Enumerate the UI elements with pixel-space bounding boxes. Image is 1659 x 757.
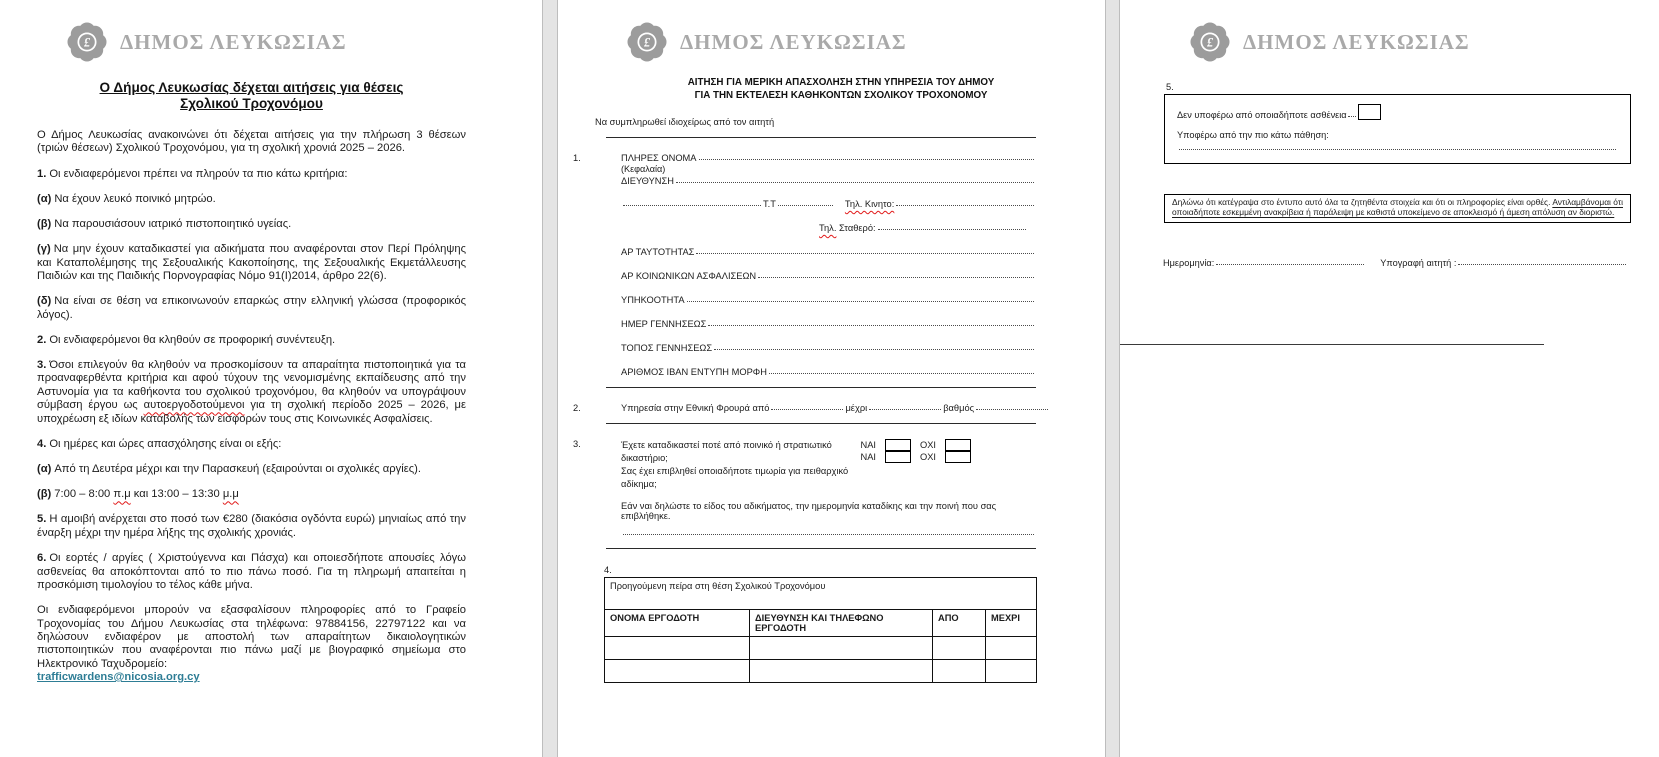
field-label: ΠΛΗΡΕΣ ΟΝΟΜΑ bbox=[621, 153, 697, 163]
item-6: 6. Οι εορτές / αργίες ( Χριστούγεννα και Πάσχα) και οποιεσδήποτε απουσίες λόγω ασθενείας θα αποκόπτονται από το πιο πάνω ποσό. Για τη πληρωμή απαιτείται η προσκόμιση τιμολογίου το τέλος κάθε μήνα. bbox=[37, 552, 466, 591]
no-label: ΟΧΙ bbox=[919, 452, 936, 462]
field-label: Τ.Τ bbox=[763, 199, 776, 209]
dotted-fill-line bbox=[896, 205, 1034, 206]
dotted-fill-line bbox=[869, 409, 941, 410]
item-5: 5. Η αμοιβή ανέρχεται στο ποσό των €280 (διακόσια ογδόντα ευρώ) μηνιαίως από την έναρξη μέχρι την ημέρα λήξης της σχολικής χρονιάς. bbox=[37, 513, 466, 539]
criterion-c: (γ) Να μην έχουν καταδικαστεί για αδικήματα που αναφέρονται στον Περί Πρόληψης και Καταπολέμησης της Σεξουαλικής Κακοποίησης, της Σεξουαλικής Εκμετάλλευσης Παιδιών και της Παιδικής Πορνογραφίας Νόμο 91(Ι)2014, άρθρο 22(6). bbox=[37, 243, 466, 283]
if-yes-note: Εάν ναι δηλώστε το είδος του αδικήματος, την ημερομηνία καταδίκης και την ποινή που σας επιβλήθηκε. bbox=[621, 501, 997, 521]
intro-text: Ο Δήμος Λευκωσίας ανακοινώνει ότι δέχεται αιτήσεις για την πλήρωση 3 θέσεων (τριών θέσεων) Σχολικού Τροχονόμου, για τη σχολική χρονιά 2025 – 2026. bbox=[37, 129, 466, 155]
field-landline bbox=[621, 223, 1036, 233]
col-until: ΜΕΧΡΙ bbox=[986, 610, 1037, 637]
item-4a: (α) Από τη Δευτέρα μέχρι και την Παρασκευή (εξαιρούνται οι σχολικές αργίες). bbox=[37, 463, 421, 476]
dotted-fill-line bbox=[687, 301, 1034, 302]
health-declaration-box bbox=[1164, 94, 1631, 164]
form-section-2 bbox=[573, 403, 1036, 413]
dotted-fill-line bbox=[1458, 264, 1626, 265]
field-place-of-birth bbox=[621, 343, 1036, 353]
field-label: ΤΟΠΟΣ ΓΕΝΝΗΣΕΩΣ bbox=[621, 343, 713, 353]
dotted-fill-line bbox=[1348, 116, 1356, 117]
yes-label: ΝΑΙ bbox=[860, 440, 876, 450]
signature-label: Υπογραφή αιτητή : bbox=[1380, 257, 1457, 268]
dotted-fill-line bbox=[976, 409, 1048, 410]
item-4: 4. Οι ημέρες και ώρες απασχόλησης είναι οι εξής: bbox=[37, 437, 282, 450]
title-line: Ο Δήμος Λευκωσίας δέχεται αιτήσεις για θέσεις bbox=[99, 80, 404, 95]
field-social-insurance bbox=[621, 271, 1036, 281]
criteria-heading: 1. Οι ενδιαφερόμενοι πρέπει να πληρούν τα πιο κάτω κριτήρια: bbox=[37, 167, 348, 180]
question-disciplinary: Σας έχει επιβληθεί οποιαδήποτε τιμωρία για πειθαρχικό αδίκημα; bbox=[621, 466, 849, 489]
declaration-text: Δηλώνω ότι κατέγραψα στο έντυπο αυτό όλα τα ζητηθέντα στοιχεία και ότι οι πληροφορίες είναι ορθές. bbox=[1172, 197, 1553, 207]
table-row bbox=[605, 660, 1037, 683]
dotted-fill-line bbox=[623, 534, 1034, 535]
field-date-of-birth bbox=[621, 319, 1036, 329]
field-label-landline: Τηλ. Σταθερό: bbox=[819, 223, 876, 233]
spellcheck-word: π.μ bbox=[113, 488, 131, 501]
question-court: Έχετε καταδικαστεί ποτέ από ποινικό ή στρατιωτικό δικαστήριο; bbox=[621, 440, 832, 463]
dotted-fill-line bbox=[778, 205, 833, 206]
org-name: ΔΗΜΟΣ ΛΕΥΚΩΣΙΑΣ bbox=[120, 29, 347, 54]
item-2: 2. Οι ενδιαφερόμενοι θα κληθούν σε προφορική συνέντευξη. bbox=[37, 333, 336, 346]
page2-header bbox=[621, 14, 1036, 70]
criterion-a: (α) Να έχουν λευκό ποινικό μητρώο. bbox=[37, 192, 216, 205]
email-link[interactable]: trafficwardens@nicosia.org.cy bbox=[37, 671, 200, 684]
dotted-fill-line bbox=[708, 325, 1034, 326]
field-label: ΔΙΕΥΘΥΝΣΗ bbox=[621, 176, 674, 186]
dotted-fill-line bbox=[1216, 264, 1364, 265]
field-label: ΗΜΕΡ ΓΕΝΝΗΣΕΩΣ bbox=[621, 319, 707, 329]
dotted-fill-line bbox=[771, 409, 843, 410]
dotted-fill-line bbox=[878, 229, 1026, 230]
svg-text:£: £ bbox=[643, 35, 651, 50]
dotted-fill-line bbox=[699, 159, 1035, 160]
spellcheck-word: μ.μ bbox=[222, 488, 239, 501]
fill-by-hand-note: Να συμπληρωθεί ιδιοχείρως από τον αιτητή bbox=[595, 117, 775, 127]
form-section-4 bbox=[604, 565, 1036, 683]
no-illness-label: Δεν υποφέρω από οποιαδήποτε ασθένεια bbox=[1177, 110, 1347, 120]
date-signature-row bbox=[1163, 258, 1628, 268]
date-label: Ημερομηνία: bbox=[1163, 257, 1215, 268]
field-label: ΥΠΗΚΟΟΤΗΤΑ bbox=[621, 295, 685, 305]
form-title: ΑΙΤΗΣΗ ΓΙΑ ΜΕΡΙΚΗ ΑΠΑΣΧΟΛΗΣΗ ΣΤΗΝ ΥΠΗΡΕΣΙΑ ΤΟΥ ΔΗΜΟΥ ΓΙΑ ΤΗΝ ΕΚΤΕΛΕΣΗ ΚΑΘΗΚΟΝΤΩΝ ΣΧΟΛΙΚΟΥ ΤΡΟΧΟΝΟΜΟΥ bbox=[687, 77, 995, 101]
section-number: 4. bbox=[604, 565, 612, 575]
no-illness-row bbox=[1177, 104, 1618, 120]
spellcheck-word: αυτοεργοδοτούμενοι bbox=[143, 399, 245, 412]
org-name: ΔΗΜΟΣ ΛΕΥΚΩΣΙΑΣ bbox=[680, 29, 907, 54]
dotted-fill-line bbox=[714, 349, 1034, 350]
intro-paragraph bbox=[37, 129, 466, 156]
announcement-title bbox=[37, 80, 466, 112]
field-label: βαθμός bbox=[943, 403, 975, 413]
page1-header bbox=[61, 14, 466, 70]
svg-text:£: £ bbox=[83, 35, 91, 50]
dotted-fill-line bbox=[769, 373, 1034, 374]
title-line: Σχολικού Τροχονόμου bbox=[180, 96, 323, 111]
answer-line bbox=[621, 534, 1036, 538]
accuracy-declaration-box bbox=[1164, 194, 1631, 223]
closing-text: Οι ενδιαφερόμενοι μπορούν να εξασφαλίσουν πληροφορίες από το Γραφείο Τροχονομίας του Δήμου Λευκωσίας στα τηλέφωνα: 97884156, 22797122 και να δηλώσουν ενδιαφέρον με αποστολή των απαραίτητων δικαιολογητικών πιστοποιητικών που αναφέρονται πιο πάνω μαζί με βιογραφικό σημείωμα στο Ηλεκτρονικό Ταχυδρομείο: bbox=[37, 604, 466, 670]
divider bbox=[606, 423, 1036, 424]
field-national-guard bbox=[621, 403, 1036, 413]
field-id-number bbox=[621, 247, 1036, 257]
no-label: ΟΧΙ bbox=[919, 440, 936, 450]
col-employer-name: ΟΝΟΜΑ ΕΡΓΟΔΟΤΗ bbox=[605, 610, 750, 637]
item-4b-hours: (β) 7:00 – 8:00 π.μ και 13:00 – 13:30 μ.μ bbox=[37, 488, 239, 501]
table-row bbox=[605, 637, 1037, 660]
page-1-announcement bbox=[0, 0, 543, 757]
dotted-fill-line bbox=[676, 182, 1034, 183]
page-3-declarations bbox=[1119, 0, 1659, 757]
yes-no-checkboxes bbox=[860, 439, 971, 491]
item-3: 3. Όσοι επιλεγούν θα κληθούν να προσκομίσουν τα απαραίτητα πιστοποιητικά για τα προαναφερθέντα κριτήρια και αφού τύχουν της νενομισμένης εκπαίδευσης από την Αστυνομία για τα καθήκοντα του σχολικού τροχονόμου, θα κληθούν να υπογράψουν σύμβαση έργου ως αυτοεργοδοτούμενοι για τη σχολική περίοδο 2025 – 2026, με υποχρέωση εξ ιδίων καταβολής των εισφορών τους στις Κοινωνικές Ασφαλίσεις. bbox=[37, 359, 466, 425]
section-number: 1. bbox=[573, 153, 581, 163]
page3-header bbox=[1184, 14, 1659, 70]
form-section-3 bbox=[573, 439, 1036, 538]
divider bbox=[606, 548, 1036, 549]
field-label: ΑΡ ΚΟΙΝΩΝΙΚΩΝ ΑΣΦΑΛΙΣΕΩΝ bbox=[621, 271, 757, 281]
table-caption: Προηγούμενη πείρα στη θέση Σχολικού Τροχονόμου bbox=[605, 578, 1037, 610]
municipality-logo-icon bbox=[61, 16, 113, 68]
field-label: ΑΡΙΘΜΟΣ ΙΒΑΝ ΕΝΤΥΠΗ ΜΟΡΦΗ bbox=[621, 367, 767, 377]
no-checkbox-row2 bbox=[945, 450, 971, 463]
illness-answer-line bbox=[1177, 149, 1618, 153]
field-postal-mobile bbox=[621, 199, 1036, 209]
field-label: ΑΡ ΤΑΥΤΟΤΗΤΑΣ bbox=[621, 247, 695, 257]
field-label: Υπηρεσία στην Εθνική Φρουρά από bbox=[621, 403, 770, 413]
declaration-underlined-text: Αντιλαμβάνομαι ότι οποιαδήποτε εσκεμμένη ανακρίβεια ή παράλειψη με καθιστά υποκείμενο σε αποκλεισμό ή άμεση απόλυση αν διοριστώ. bbox=[1172, 197, 1623, 217]
section-number: 2. bbox=[573, 403, 581, 413]
col-from: ΑΠΟ bbox=[933, 610, 986, 637]
field-iban bbox=[621, 367, 1036, 377]
divider bbox=[1120, 344, 1544, 345]
table-header-row bbox=[605, 610, 1037, 637]
no-illness-checkbox bbox=[1358, 104, 1381, 120]
col-employer-address-phone: ΔΙΕΥΘΥΝΣΗ ΚΑΙ ΤΗΛΕΦΩΝΟ ΕΡΓΟΔΟΤΗ bbox=[750, 610, 933, 637]
dotted-fill-line bbox=[623, 205, 761, 206]
field-address bbox=[621, 176, 1036, 186]
yes-label: ΝΑΙ bbox=[860, 452, 876, 462]
municipality-logo-icon bbox=[621, 16, 673, 68]
experience-table bbox=[604, 577, 1037, 683]
closing-paragraph bbox=[37, 604, 466, 684]
org-name: ΔΗΜΟΣ ΛΕΥΚΩΣΙΑΣ bbox=[1243, 29, 1470, 54]
dotted-fill-line bbox=[1179, 149, 1616, 150]
divider bbox=[606, 137, 1036, 138]
form-section-1 bbox=[573, 153, 1036, 377]
page-2-application-form bbox=[557, 0, 1106, 757]
field-label: μέχρι bbox=[845, 403, 868, 413]
capitals-hint: (Κεφαλαία) bbox=[621, 164, 666, 174]
field-citizenship bbox=[621, 295, 1036, 305]
municipality-logo-icon bbox=[1184, 16, 1236, 68]
divider bbox=[606, 387, 1036, 388]
criterion-b: (β) Να παρουσιάσουν ιατρικό πιστοποιητικό υγείας. bbox=[37, 218, 292, 231]
section-number: 3. bbox=[573, 439, 581, 449]
dotted-fill-line bbox=[758, 277, 1034, 278]
svg-text:£: £ bbox=[1206, 35, 1214, 50]
illness-label: Υποφέρω από την πιο κάτω πάθηση: bbox=[1177, 130, 1329, 140]
conviction-questions bbox=[621, 439, 860, 491]
field-full-name bbox=[621, 153, 1036, 163]
criterion-d: (δ) Να είναι σε θέση να επικοινωνούν επαρκώς στην ελληνική γλώσσα (προφορικός λόγος). bbox=[37, 295, 466, 321]
dotted-fill-line bbox=[696, 253, 1034, 254]
section-number: 5. bbox=[1166, 82, 1174, 92]
yes-checkbox-row2 bbox=[885, 450, 911, 463]
field-label-mobile: Τηλ. Κινητο: bbox=[844, 199, 895, 209]
